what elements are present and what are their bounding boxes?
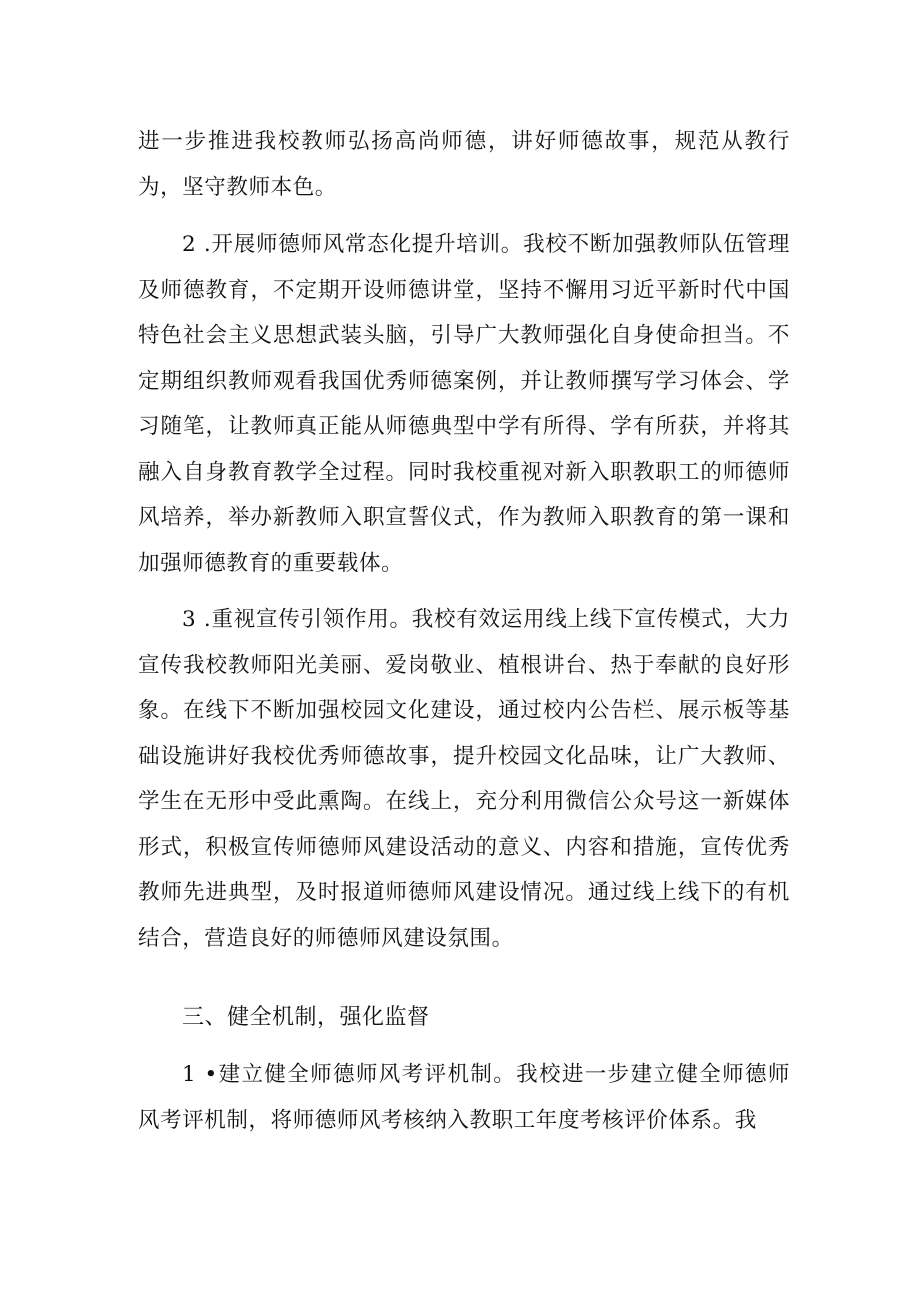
paragraph-item-3: 3 .重视宣传引领作用。我校有效运用线上线下宣传模式，大力宣传我校教师阳光美丽、爱岗敬业、植根讲台、热于奉献的良好形象。在线下不断加强校园文化建设，通过校内公告栏、展示板等基础设施讲好我校优秀师德故事，提升校园文化品味，让广大教师、学生在无形中受此熏陶。在线上，充分利用微信公众号这一新媒体形式，积极宣传师德师风建设活动的意义、内容和措施，宣传优秀教师先进典型，及时报道师德师风建设情况。通过线上线下的有机结合，营造良好的师德师风建设氛围。 <box>138 607 790 951</box>
paragraph-item-2: 2 .开展师德师风常态化提升培训。我校不断加强教师队伍管理及师德教育，不定期开设师德讲堂，坚持不懈用习近平新时代中国特色社会主义思想武装头脑，引导广大教师强化自身使命担当。不定期组织教师观看我国优秀师德案例，并让教师撰写学习体会、学习随笔，让教师真正能从师德典型中学有所得、学有所获，并将其融入自身教育教学全过程。同时我校重视对新入职教职工的师德师风培养，举办新教师入职宣誓仪式，作为教师入职教育的第一课和加强师德教育的重要载体。 <box>138 232 790 576</box>
paragraph-continuation: 进一步推进我校教师弘扬高尚师德，讲好师德故事，规范从教行为，坚守教师本色。 <box>138 129 790 200</box>
paragraph-item-1: 1 •建立健全师德师风考评机制。我校进一步建立健全师德师风考评机制，将师德师风考核纳入教职工年度考核评价体系。我 <box>138 1062 790 1133</box>
section-heading: 三、健全机制，强化监督 <box>182 1005 430 1030</box>
